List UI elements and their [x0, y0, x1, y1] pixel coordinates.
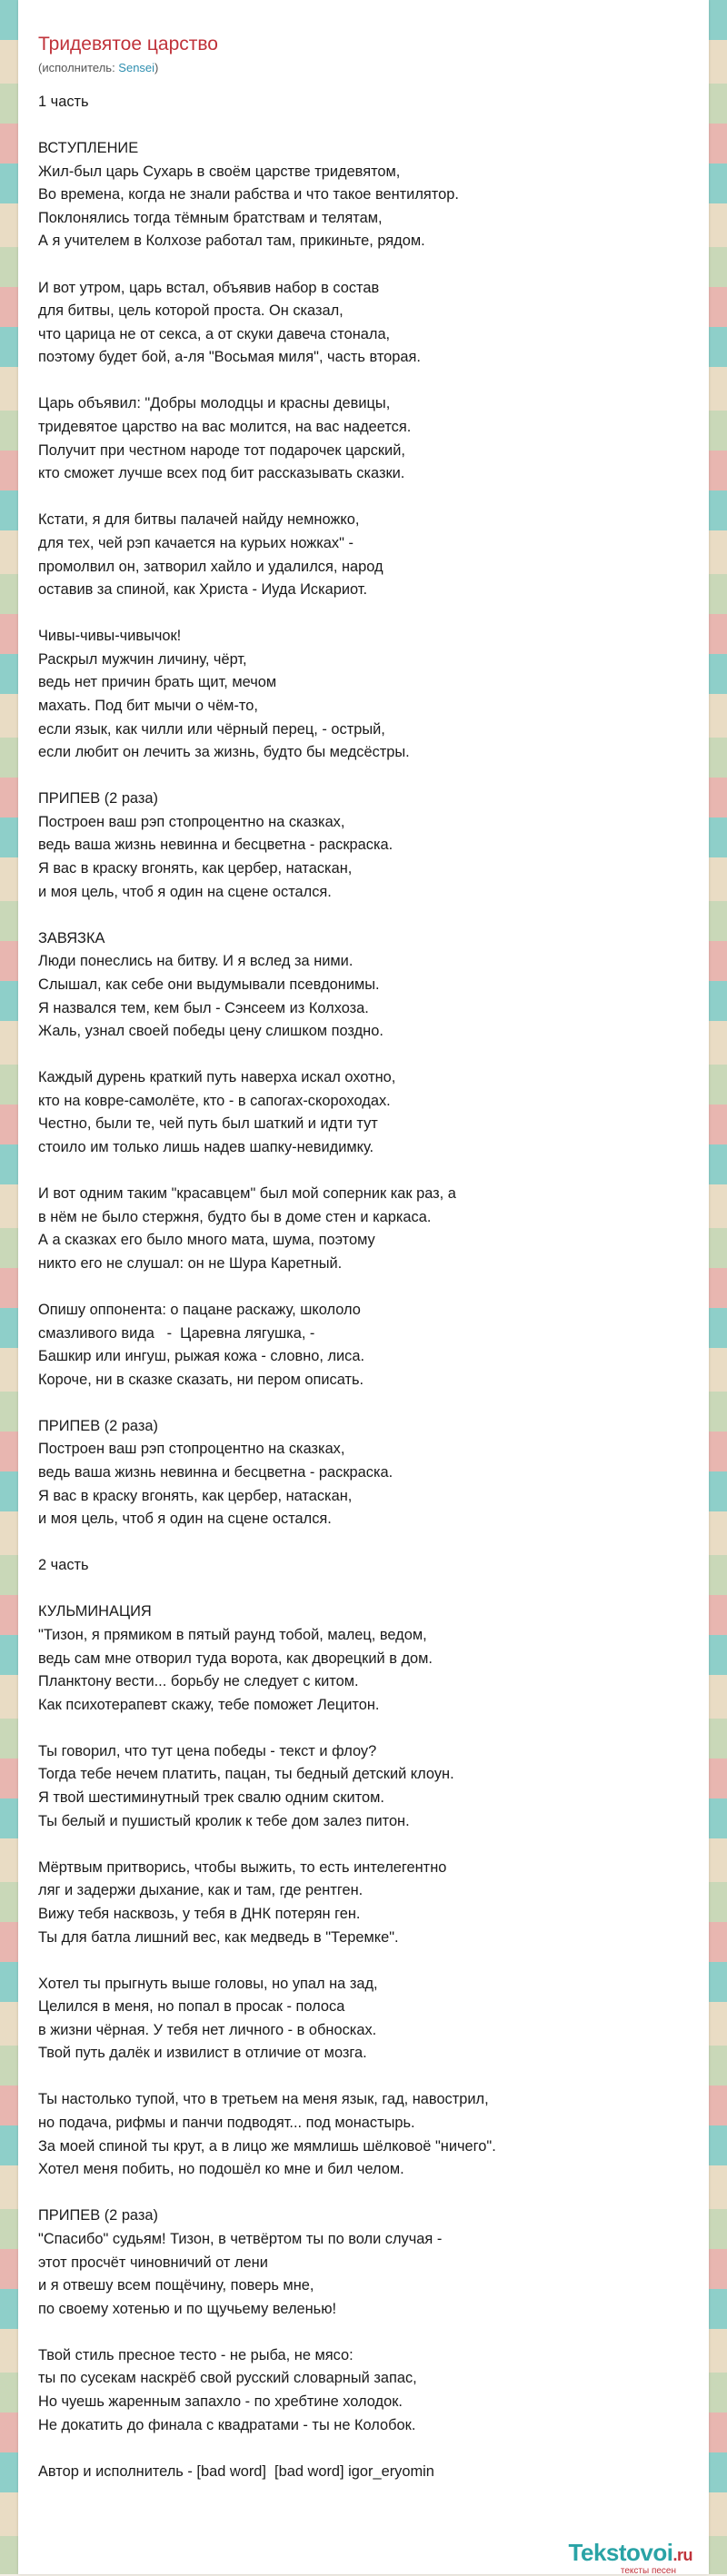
stanza — [38, 2344, 709, 2437]
stanza — [38, 137, 709, 253]
lyric-line: для тех, чей рэп качается на курьих ножках" - — [38, 534, 354, 551]
lyric-line: по своему хотенью и по щучьему веленью! — [38, 2300, 337, 2317]
lyric-line: и я отвешу всем пощёчину, поверь мне, — [38, 2277, 314, 2294]
lyric-line: Тогда тебе нечем платить, пацан, ты бедный детский клоун. — [38, 1766, 454, 1783]
lyric-line: Опишу оппонента: о пацане раскажу, школоло — [38, 1301, 361, 1318]
lyric-line: Ты настолько тупой, что в третьем на меня язык, гад, навострил, — [38, 2091, 489, 2108]
stanza — [38, 1415, 709, 1531]
stanza — [38, 1299, 709, 1392]
lyric-line: Получит при честном народе тот подарочек царский, — [38, 441, 405, 459]
artist-link[interactable]: Sensei — [118, 61, 155, 74]
lyric-line: ПРИПЕВ (2 раза) — [38, 2207, 158, 2224]
lyric-line: ведь ваша жизнь невинна и бесцветна - раскраска. — [38, 1464, 393, 1481]
lyric-line: Честно, были те, чей путь был шаткий и идти тут — [38, 1115, 378, 1133]
lyric-line: Жил-был царь Сухарь в своём царстве тридевятом, — [38, 163, 401, 180]
lyric-line: стоило им только лишь надев шапку-невидимку. — [38, 1138, 374, 1155]
lyric-line: махать. Под бит мычи о чём-то, — [38, 697, 258, 714]
lyric-line: кто на ковре-самолёте, кто - в сапогах-скороходах. — [38, 1092, 391, 1109]
stanza — [38, 1600, 709, 1717]
artist-prefix: (исполнитель: — [38, 61, 119, 74]
stanza — [38, 1066, 709, 1159]
lyric-line: Вижу тебя насквозь, у тебя в ДНК потерян ген. — [38, 1905, 361, 1922]
lyric-line: Я назвался тем, кем был - Сэнсеем из Колхоза. — [38, 999, 369, 1016]
stanza — [38, 927, 709, 1044]
lyric-line: тридевятое царство на вас молится, на вас надеется. — [38, 419, 412, 436]
lyric-line: Башкир или ингуш, рыжая кожа - словно, лиса. — [38, 1348, 365, 1365]
artist-suffix: ) — [154, 61, 159, 74]
lyric-line: оставив за спиной, как Христа - Иуда Искариот. — [38, 581, 368, 599]
lyric-line: Хотел меня побить, но подошёл ко мне и бил челом. — [38, 2161, 404, 2178]
lyrics-page — [18, 0, 709, 2574]
lyric-line: и моя цель, чтоб я один на сцене остался. — [38, 883, 332, 900]
lyric-line: кто сможет лучше всех под бит рассказывать сказки. — [38, 465, 405, 482]
stanza — [38, 392, 709, 485]
lyric-line: в жизни чёрная. У тебя нет личного - в обносках. — [38, 2021, 377, 2038]
stanza — [38, 788, 709, 904]
lyric-line: Я вас в краску вгонять, как цербер, натаскан, — [38, 1487, 353, 1504]
stanza — [38, 277, 709, 370]
lyric-line: поэтому будет бой, а-ля "Восьмая миля", часть вторая. — [38, 349, 421, 366]
lyric-line: Кстати, я для битвы палачей найду немножко, — [38, 511, 360, 529]
stanza — [38, 2088, 709, 2181]
lyric-line: Планктону вести... борьбу не следует с китом. — [38, 1673, 359, 1690]
lyric-line: Твой путь далёк и извилист в отличие от мозга. — [38, 2045, 367, 2062]
lyric-line: Твой стиль пресное тесто - не рыба, не мясо: — [38, 2346, 354, 2363]
lyric-line: Как психотерапевт скажу, тебе поможет Лецитон. — [38, 1696, 380, 1713]
lyric-line: для битвы, цель которой проста. Он сказал, — [38, 302, 344, 320]
lyric-line: Я твой шестиминутный трек свалю одним скитом. — [38, 1789, 384, 1807]
lyric-line: Царь объявил: "Добры молодцы и красны девицы, — [38, 395, 391, 412]
lyric-line: Каждый дурень краткий путь наверха искал охотно, — [38, 1069, 396, 1086]
lyric-line: что царица не от секса, а от скуки давеча стонала, — [38, 325, 391, 342]
lyric-line: ПРИПЕВ (2 раза) — [38, 790, 158, 807]
lyric-line: Чивы-чивы-чивычок! — [38, 628, 182, 645]
lyric-line: А я учителем в Колхозе работал там, прикиньте, рядом. — [38, 233, 425, 250]
lyric-line: этот просчёт чиновничий от лени — [38, 2254, 268, 2271]
lyric-line: За моей спиной ты крут, а в лицо же мямлишь шёлковоё "ничего". — [38, 2137, 496, 2155]
lyric-line: в нём не было стержня, будто бы в доме стен и каркаса. — [38, 1208, 432, 1225]
lyric-line: 2 часть — [38, 1557, 89, 1574]
lyric-line: 1 часть — [38, 94, 89, 110]
stanza — [38, 1740, 709, 1833]
lyric-line: Мёртвым притворись, чтобы выжить, то есть интелегентно — [38, 1858, 447, 1876]
logo-main: Tekstovoi — [568, 2539, 673, 2566]
lyric-line: Поклонялись тогда тёмным братствам и телятам, — [38, 209, 383, 226]
lyric-line: А а сказках его было много мата, шума, поэтому — [38, 1232, 375, 1249]
lyrics-body — [38, 91, 709, 2483]
lyric-line: Построен ваш рэп стопроцентно на сказках, — [38, 1441, 345, 1458]
lyric-line: ты по сусекам наскрёб свой русский словарный запас, — [38, 2370, 417, 2387]
stanza — [38, 1183, 709, 1275]
lyric-line: И вот одним таким "красавцем" был мой соперник как раз, а — [38, 1185, 456, 1203]
stanza — [38, 625, 709, 765]
lyric-line: Ты говорил, что тут цена победы - текст и флоу? — [38, 1742, 377, 1759]
lyric-line: "Тизон, я прямиком в пятый раунд тобой, малец, ведом, — [38, 1626, 427, 1643]
stanza — [38, 1554, 709, 1578]
lyric-line: Но чуешь жаренным запахло - по хребтине холодок. — [38, 2393, 403, 2410]
lyric-line: смазливого вида - Царевна лягушка, - — [38, 1324, 315, 1342]
lyric-line: ЗАВЯЗКА — [38, 929, 105, 946]
lyric-line: КУЛЬМИНАЦИЯ — [38, 1603, 152, 1620]
lyric-line: ведь ваша жизнь невинна и бесцветна - раскраска. — [38, 837, 393, 854]
lyric-line: Люди понеслись на битву. И я вслед за ними. — [38, 953, 354, 970]
lyric-line: И вот утром, царь встал, объявив набор в состав — [38, 279, 380, 296]
stanza — [38, 91, 709, 114]
lyric-line: если любит он лечить за жизнь, будто бы медсёстры. — [38, 744, 410, 761]
lyric-line: ВСТУПЛЕНИЕ — [38, 140, 139, 157]
lyric-line: Во времена, когда не знали рабства и что такое вентилятор. — [38, 186, 459, 203]
lyric-line: Хотел ты прыгнуть выше головы, но упал на зад, — [38, 1975, 378, 1992]
lyric-line: ПРИПЕВ (2 раза) — [38, 1417, 158, 1434]
stanza — [38, 509, 709, 601]
lyric-line: Я вас в краску вгонять, как цербер, натаскан, — [38, 860, 353, 877]
logo-tld: .ru — [672, 2546, 692, 2564]
logo-subtitle: тексты песен — [620, 2566, 676, 2576]
lyric-line: ведь сам мне отворил туда ворота, как дворецкий в дом. — [38, 1650, 433, 1667]
lyric-line: Построен ваш рэп стопроцентно на сказках, — [38, 813, 345, 830]
stanza — [38, 2204, 709, 2321]
lyric-line: если язык, как чилли или чёрный перец, - острый, — [38, 720, 385, 738]
lyric-line: ляг и задержи дыхание, как и там, где рентген. — [38, 1882, 364, 1899]
lyric-line: Не докатить до финала с квадратами - ты не Колобок. — [38, 2416, 416, 2433]
lyric-line: Короче, ни в сказке сказать, ни пером описать. — [38, 1371, 364, 1388]
song-title: Тридевятое царство — [38, 34, 218, 54]
stanza — [38, 2461, 709, 2484]
site-logo[interactable] — [568, 2539, 692, 2576]
lyric-line: Ты для батла лишний вес, как медведь в "Теремке". — [38, 1928, 399, 1946]
lyric-line: никто его не слушал: он не Шура Каретный. — [38, 1254, 343, 1272]
lyric-line: промолвил он, затворил хайло и удалился, народ — [38, 558, 383, 575]
lyric-line: ведь нет причин брать щит, мечом — [38, 674, 277, 691]
lyric-line: Жаль, узнал своей победы цену слишком поздно. — [38, 1023, 383, 1040]
lyric-line: но подача, рифмы и панчи подводят... под монастырь. — [38, 2115, 415, 2132]
lyric-line: Ты белый и пушистый кролик к тебе дом залез питон. — [38, 1812, 410, 1829]
page-content — [18, 0, 709, 2483]
lyric-line: Раскрыл мужчин личину, чёрт, — [38, 650, 247, 668]
lyric-line: Целился в меня, но попал в просак - полоса — [38, 1998, 345, 2016]
lyric-line: Слышал, как себе они выдумывали псевдонимы. — [38, 976, 380, 993]
stanza — [38, 1857, 709, 1949]
stanza — [38, 1973, 709, 2066]
artist-line — [38, 60, 709, 76]
lyric-line: и моя цель, чтоб я один на сцене остался. — [38, 1511, 332, 1528]
lyric-line: Автор и исполнитель - [bad word] [bad word] igor_eryomin — [38, 2462, 434, 2480]
lyric-line: "Спасибо" судьям! Тизон, в четвёртом ты по воли случая - — [38, 2230, 443, 2247]
